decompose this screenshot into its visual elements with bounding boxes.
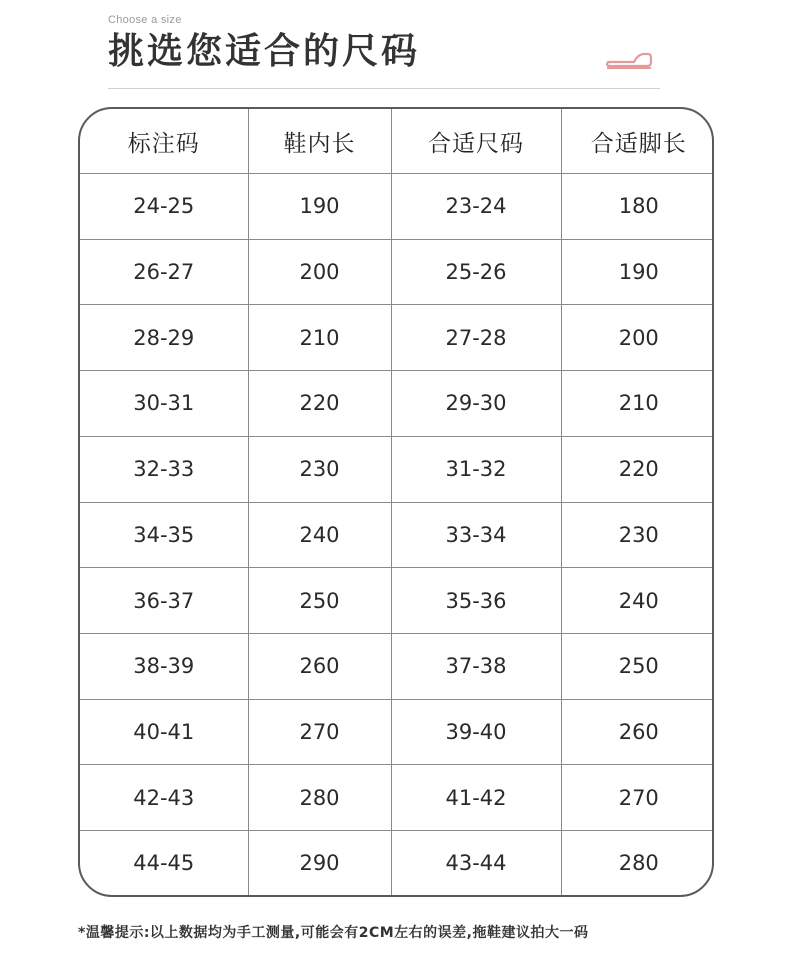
table-cell: 200 xyxy=(561,305,714,371)
table-cell: 34-35 xyxy=(80,502,248,568)
footnote: *温馨提示:以上数据均为手工测量,可能会有2CM左右的误差,拖鞋建议拍大一码 xyxy=(78,925,589,941)
table-cell: 39-40 xyxy=(391,699,561,765)
table-cell: 190 xyxy=(248,174,391,240)
size-table-frame xyxy=(78,107,714,897)
table-cell: 260 xyxy=(248,633,391,699)
table-row xyxy=(80,174,714,240)
page-title: 挑选您适合的尺码 xyxy=(108,31,421,72)
table-cell: 280 xyxy=(248,765,391,831)
table-row xyxy=(80,633,714,699)
table-cell: 190 xyxy=(561,239,714,305)
table-cell: 31-32 xyxy=(391,436,561,502)
table-cell: 290 xyxy=(248,831,391,895)
table-cell: 35-36 xyxy=(391,568,561,634)
table-header-row xyxy=(80,109,714,174)
table-cell: 280 xyxy=(561,831,714,895)
table-cell: 210 xyxy=(248,305,391,371)
table-cell: 30-31 xyxy=(80,371,248,437)
table-cell: 220 xyxy=(248,371,391,437)
table-cell: 42-43 xyxy=(80,765,248,831)
column-header-insole-length: 鞋内长 xyxy=(248,109,391,174)
table-cell: 250 xyxy=(561,633,714,699)
table-cell: 26-27 xyxy=(80,239,248,305)
table-cell: 27-28 xyxy=(391,305,561,371)
table-cell: 200 xyxy=(248,239,391,305)
table-cell: 180 xyxy=(561,174,714,240)
table-cell: 44-45 xyxy=(80,831,248,895)
table-cell: 38-39 xyxy=(80,633,248,699)
table-cell: 32-33 xyxy=(80,436,248,502)
slipper-icon xyxy=(604,48,654,70)
table-cell: 220 xyxy=(561,436,714,502)
header-divider xyxy=(108,88,660,89)
table-cell: 240 xyxy=(561,568,714,634)
table-row xyxy=(80,371,714,437)
table-cell: 210 xyxy=(561,371,714,437)
table-cell: 41-42 xyxy=(391,765,561,831)
table-row xyxy=(80,239,714,305)
subtitle-en: Choose a size xyxy=(108,14,182,26)
table-row xyxy=(80,568,714,634)
table-cell: 260 xyxy=(561,699,714,765)
table-row xyxy=(80,436,714,502)
table-cell: 37-38 xyxy=(391,633,561,699)
table-cell: 33-34 xyxy=(391,502,561,568)
table-cell: 250 xyxy=(248,568,391,634)
column-header-fit-size: 合适尺码 xyxy=(391,109,561,174)
table-row xyxy=(80,502,714,568)
column-header-foot-length: 合适脚长 xyxy=(561,109,714,174)
table-cell: 29-30 xyxy=(391,371,561,437)
table-cell: 230 xyxy=(248,436,391,502)
table-cell: 40-41 xyxy=(80,699,248,765)
table-cell: 230 xyxy=(561,502,714,568)
table-cell: 28-29 xyxy=(80,305,248,371)
table-cell: 36-37 xyxy=(80,568,248,634)
table-cell: 23-24 xyxy=(391,174,561,240)
size-table xyxy=(80,109,714,895)
table-cell: 240 xyxy=(248,502,391,568)
table-row xyxy=(80,305,714,371)
column-header-marked-size: 标注码 xyxy=(80,109,248,174)
table-cell: 43-44 xyxy=(391,831,561,895)
table-cell: 270 xyxy=(561,765,714,831)
table-row xyxy=(80,765,714,831)
table-row xyxy=(80,699,714,765)
table-cell: 25-26 xyxy=(391,239,561,305)
table-cell: 270 xyxy=(248,699,391,765)
table-row xyxy=(80,831,714,895)
table-cell: 24-25 xyxy=(80,174,248,240)
